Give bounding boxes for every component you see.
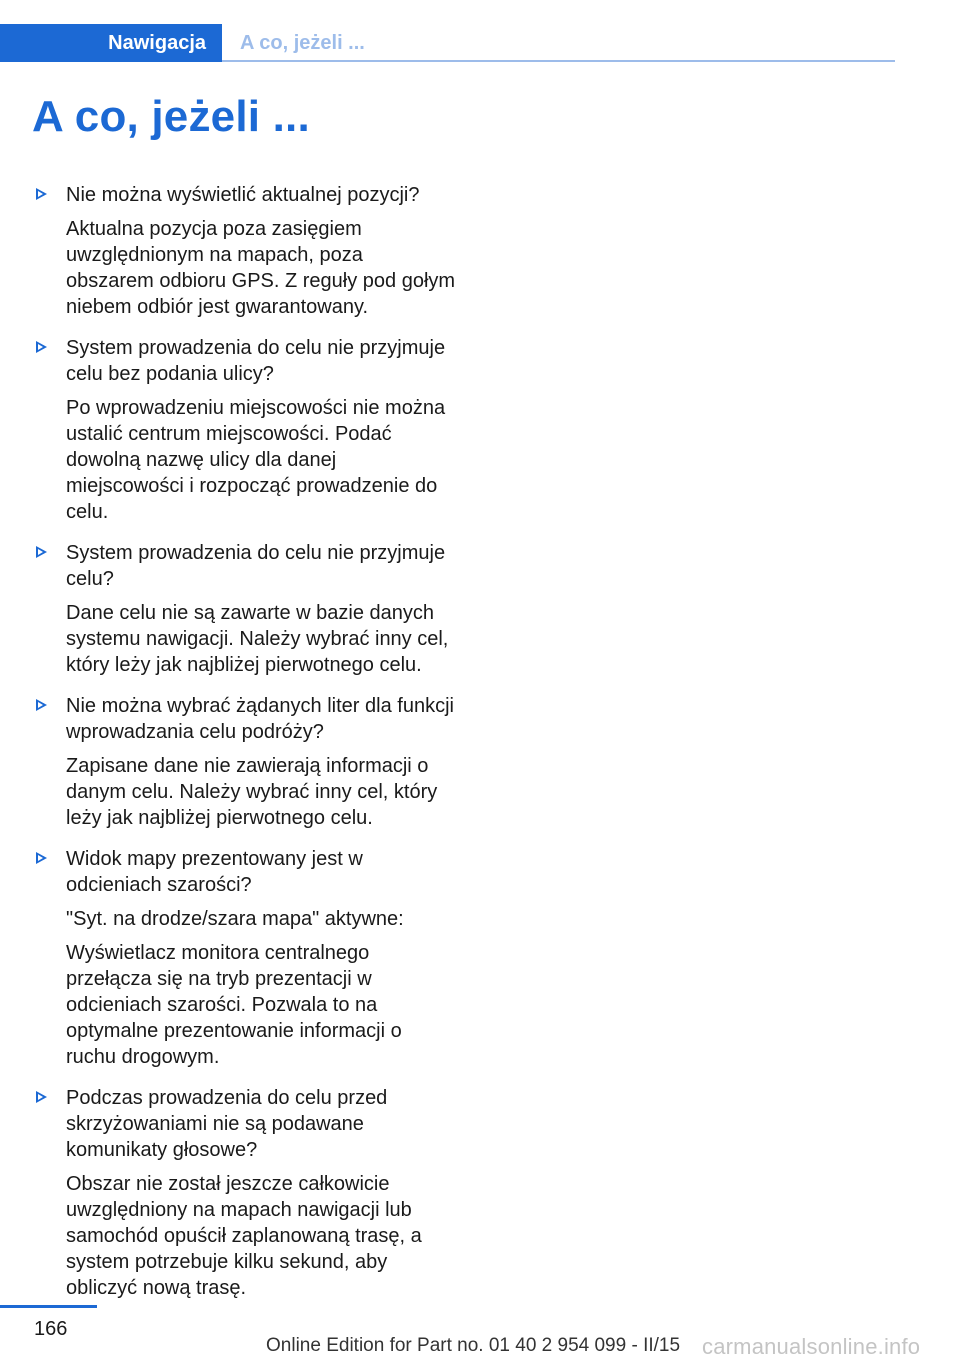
breadcrumb[interactable] (240, 24, 365, 62)
qa-list (36, 182, 456, 1316)
list-item (36, 335, 456, 525)
header-divider (222, 60, 895, 62)
answer-text: Obszar nie został jeszcze całkowicie uwzględniony na mapach nawigacji lub samochód opuścił zaplanowaną trasę, a system potrzebuje kilku sekund, aby obliczyć nową trasę. (66, 1173, 422, 1299)
question-text: Widok mapy prezentowany jest w odcieniach szarości? (66, 848, 363, 896)
answer-text: Zapisane dane nie zawierają informacji o danym celu. Należy wybrać inny cel, który leży jak najbliżej pierwotnego celu. (66, 755, 438, 829)
page-header (0, 0, 895, 62)
triangle-bullet-icon (36, 699, 47, 711)
question-text: System prowadzenia do celu nie przyjmuje celu bez podania ulicy? (66, 337, 446, 385)
answer-text: Aktualna pozycja poza zasięgiem uwzględnionym na mapach, poza obszarem odbioru GPS. Z reguły pod gołym niebem odbiór jest gwarantowany. (66, 218, 456, 318)
triangle-bullet-icon (36, 1091, 47, 1103)
page-number: 166 (34, 1318, 68, 1340)
triangle-bullet-icon (36, 852, 47, 864)
list-item (36, 693, 456, 831)
triangle-bullet-icon (36, 188, 47, 200)
page-title: A co, jeżeli ... (32, 92, 310, 141)
triangle-bullet-icon (36, 341, 47, 353)
answer-text: "Syt. na drodze/szara mapa" aktywne: (66, 908, 404, 930)
answer-text: Po wprowadzeniu miejscowości nie można ustalić centrum miejscowości. Podać dowolną nazwę ulicy dla danej miejscowości i rozpocząć prowadzenie do celu. (66, 397, 446, 523)
question-text: Podczas prowadzenia do celu przed skrzyżowaniami nie są podawane komunikaty głosowe? (66, 1087, 388, 1161)
watermark: carmanualsonline.info (702, 1334, 921, 1359)
triangle-bullet-icon (36, 546, 47, 558)
section-tab[interactable] (0, 24, 222, 62)
answer-text: Dane celu nie są zawarte w bazie danych systemu nawigacji. Należy wybrać inny cel, który leży jak najbliżej pierwotnego celu. (66, 602, 449, 676)
list-item (36, 540, 456, 678)
answer-text: Wyświetlacz monitora centralnego przełącza się na tryb prezentacji w odcieniach szarości. Pozwala to na optymalne prezentowanie informacji o ruchu drogowym. (66, 942, 402, 1068)
section-tab-label: Nawigacja (108, 31, 206, 54)
edition-note: Online Edition for Part no. 01 40 2 954 099 - II/15 (266, 1335, 681, 1356)
footer-divider (0, 1305, 97, 1308)
question-text: Nie można wyświetlić aktualnej pozycji? (66, 184, 420, 206)
breadcrumb-label: A co, jeżeli ... (240, 31, 365, 54)
list-item (36, 846, 456, 1070)
list-item (36, 182, 456, 320)
list-item (36, 1085, 456, 1301)
question-text: Nie można wybrać żądanych liter dla funkcji wprowadzania celu podróży? (66, 695, 454, 743)
question-text: System prowadzenia do celu nie przyjmuje celu? (66, 542, 446, 590)
